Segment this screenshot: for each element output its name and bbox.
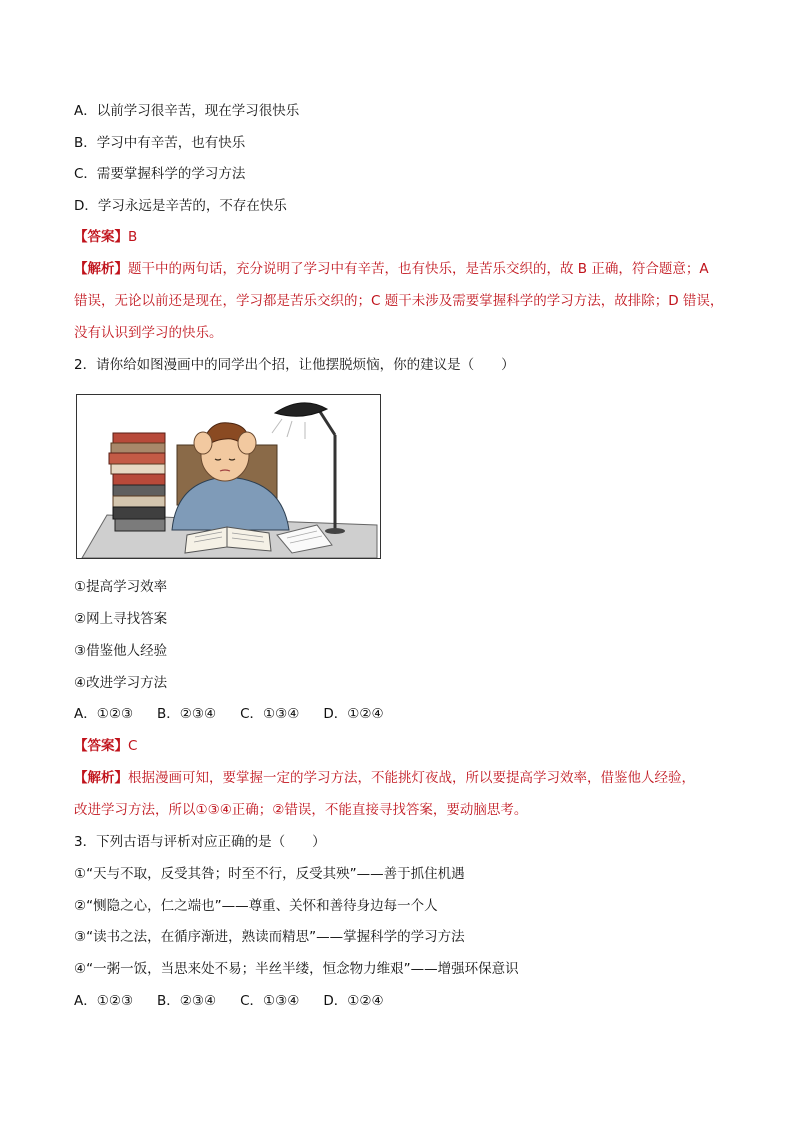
q3-stem: 3．下列古语与评析对应正确的是（ ） <box>74 834 326 850</box>
q3-item-2: ②“恻隐之心，仁之端也”——尊重、关怀和善待身边每一个人 <box>74 898 438 914</box>
q3-choices <box>74 991 384 1011</box>
q2-item-3: ③借鉴他人经验 <box>74 643 168 659</box>
q2-item-4: ④改进学习方法 <box>74 675 168 691</box>
answer-value: B <box>128 229 138 245</box>
choice-b: B．②③④ <box>157 993 217 1009</box>
q1-option-a: A．以前学习很辛苦，现在学习很快乐 <box>74 103 300 119</box>
q3-item-4: ④“一粥一饭，当思来处不易；半丝半缕，恒念物力维艰”——增强环保意识 <box>74 961 519 977</box>
analysis-text: 根据漫画可知，要掌握一定的学习方法，不能挑灯夜战，所以要提高学习效率，借鉴他人经验， <box>128 770 695 786</box>
q2-stem: 2．请你给如图漫画中的同学出个招，让他摆脱烦恼，你的建议是（ ） <box>74 357 515 373</box>
analysis-tag: 【解析】 <box>74 770 128 786</box>
q1-analysis-line-1 <box>74 259 709 279</box>
q1-option-c: C．需要掌握科学的学习方法 <box>74 166 246 182</box>
q2-analysis-line-1 <box>74 768 695 788</box>
choice-a: A．①②③ <box>74 706 134 722</box>
q3-item-1: ①“天与不取，反受其咎；时至不行，反受其殃”——善于抓住机遇 <box>74 866 465 882</box>
choice-a: A．①②③ <box>74 993 134 1009</box>
q1-option-b: B．学习中有辛苦，也有快乐 <box>74 135 246 151</box>
analysis-text: 题干中的两句话，充分说明了学习中有辛苦，也有快乐，是苦乐交织的，故 B 正确，符合题意；A <box>128 261 709 277</box>
q1-answer <box>74 227 137 247</box>
q2-analysis-line-2: 改进学习方法，所以①③④正确；②错误，不能直接寻找答案，要动脑思考。 <box>74 802 528 818</box>
answer-value: C <box>128 738 138 754</box>
q1-analysis-line-2: 错误，无论以前还是现在，学习都是苦乐交织的；C 题干未涉及需要掌握科学的学习方法，故排除；D 错误， <box>74 293 724 309</box>
choice-b: B．②③④ <box>157 706 217 722</box>
choice-d: D．①②④ <box>323 706 384 722</box>
answer-tag: 【答案】 <box>74 738 128 754</box>
q2-item-2: ②网上寻找答案 <box>74 611 168 627</box>
answer-tag: 【答案】 <box>74 229 128 245</box>
q1-analysis-line-3: 没有认识到学习的快乐。 <box>74 325 223 341</box>
q2-choices <box>74 704 384 724</box>
q2-item-1: ①提高学习效率 <box>74 579 168 595</box>
choice-c: C．①③④ <box>240 706 300 722</box>
analysis-tag: 【解析】 <box>74 261 128 277</box>
choice-c: C．①③④ <box>240 993 300 1009</box>
q1-option-d: D．学习永远是辛苦的，不存在快乐 <box>74 198 287 214</box>
cartoon-student-studying-image <box>76 394 381 559</box>
choice-d: D．①②④ <box>323 993 384 1009</box>
q3-item-3: ③“读书之法，在循序渐进，熟读而精思”——掌握科学的学习方法 <box>74 929 465 945</box>
q2-answer <box>74 736 137 756</box>
